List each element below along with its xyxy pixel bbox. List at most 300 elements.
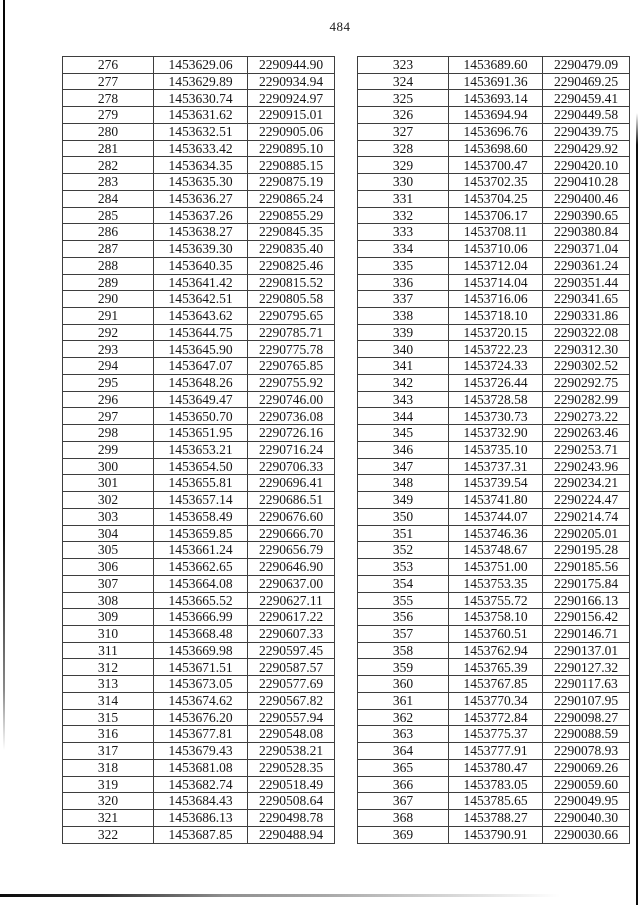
table-row bbox=[358, 224, 630, 241]
table-cell: 282 bbox=[63, 157, 154, 174]
table-cell: 1453679.43 bbox=[154, 743, 248, 760]
table-cell: 306 bbox=[63, 559, 154, 576]
table-cell: 2290646.90 bbox=[248, 559, 335, 576]
table-cell: 2290098.27 bbox=[543, 709, 630, 726]
table-cell: 1453638.27 bbox=[154, 224, 248, 241]
table-cell: 1453720.15 bbox=[449, 324, 543, 341]
table-cell: 326 bbox=[358, 107, 449, 124]
table-cell: 295 bbox=[63, 374, 154, 391]
table-cell: 1453772.84 bbox=[449, 709, 543, 726]
table-cell: 337 bbox=[358, 291, 449, 308]
table-cell: 2290302.52 bbox=[543, 358, 630, 375]
table-row bbox=[63, 692, 335, 709]
table-cell: 297 bbox=[63, 408, 154, 425]
table-cell: 2290195.28 bbox=[543, 542, 630, 559]
table-cell: 2290905.06 bbox=[248, 123, 335, 140]
table-cell: 1453639.30 bbox=[154, 241, 248, 258]
table-row bbox=[63, 408, 335, 425]
table-row bbox=[358, 642, 630, 659]
table-cell: 287 bbox=[63, 241, 154, 258]
table-cell: 368 bbox=[358, 810, 449, 827]
table-row bbox=[358, 743, 630, 760]
table-row bbox=[358, 391, 630, 408]
table-cell: 277 bbox=[63, 73, 154, 90]
table-cell: 1453694.94 bbox=[449, 107, 543, 124]
table-cell: 322 bbox=[63, 826, 154, 843]
table-cell: 1453702.35 bbox=[449, 174, 543, 191]
table-cell: 324 bbox=[358, 73, 449, 90]
table-row bbox=[63, 190, 335, 207]
table-cell: 2290410.28 bbox=[543, 174, 630, 191]
table-cell: 328 bbox=[358, 140, 449, 157]
table-cell: 2290488.94 bbox=[248, 826, 335, 843]
table-cell: 319 bbox=[63, 776, 154, 793]
table-cell: 1453770.34 bbox=[449, 692, 543, 709]
table-cell: 1453676.20 bbox=[154, 709, 248, 726]
table-cell: 1453642.51 bbox=[154, 291, 248, 308]
table-cell: 301 bbox=[63, 475, 154, 492]
table-row bbox=[358, 676, 630, 693]
table-row bbox=[358, 358, 630, 375]
table-cell: 1453665.52 bbox=[154, 592, 248, 609]
table-cell: 1453712.04 bbox=[449, 257, 543, 274]
table-cell: 2290469.25 bbox=[543, 73, 630, 90]
table-cell: 2290518.49 bbox=[248, 776, 335, 793]
table-cell: 283 bbox=[63, 174, 154, 191]
table-row bbox=[63, 793, 335, 810]
table-cell: 2290498.78 bbox=[248, 810, 335, 827]
table-row bbox=[358, 123, 630, 140]
table-cell: 2290156.42 bbox=[543, 609, 630, 626]
table-row bbox=[63, 241, 335, 258]
table-cell: 1453650.70 bbox=[154, 408, 248, 425]
table-cell: 1453654.50 bbox=[154, 458, 248, 475]
table-cell: 2290775.78 bbox=[248, 341, 335, 358]
table-row bbox=[63, 425, 335, 442]
table-cell: 340 bbox=[358, 341, 449, 358]
table-cell: 2290508.64 bbox=[248, 793, 335, 810]
table-row bbox=[63, 559, 335, 576]
table-cell: 2290795.65 bbox=[248, 308, 335, 325]
table-cell: 1453730.73 bbox=[449, 408, 543, 425]
table-cell: 321 bbox=[63, 810, 154, 827]
table-cell: 2290835.40 bbox=[248, 241, 335, 258]
table-row bbox=[358, 374, 630, 391]
table-cell: 1453728.58 bbox=[449, 391, 543, 408]
table-cell: 292 bbox=[63, 324, 154, 341]
table-row bbox=[358, 592, 630, 609]
table-cell: 357 bbox=[358, 625, 449, 642]
table-cell: 332 bbox=[358, 207, 449, 224]
coordinate-table-right-body bbox=[358, 57, 630, 844]
table-cell: 290 bbox=[63, 291, 154, 308]
table-cell: 344 bbox=[358, 408, 449, 425]
table-cell: 2290538.21 bbox=[248, 743, 335, 760]
table-row bbox=[63, 508, 335, 525]
table-cell: 365 bbox=[358, 759, 449, 776]
table-row bbox=[358, 525, 630, 542]
table-row bbox=[358, 475, 630, 492]
table-cell: 330 bbox=[358, 174, 449, 191]
table-cell: 343 bbox=[358, 391, 449, 408]
coordinate-table-left-body bbox=[63, 57, 335, 844]
table-row bbox=[358, 157, 630, 174]
table-cell: 2290078.93 bbox=[543, 743, 630, 760]
table-row bbox=[63, 625, 335, 642]
table-row bbox=[63, 174, 335, 191]
table-cell: 1453653.21 bbox=[154, 441, 248, 458]
table-row bbox=[358, 308, 630, 325]
table-row bbox=[63, 743, 335, 760]
table-cell: 1453765.39 bbox=[449, 659, 543, 676]
table-cell: 2290567.82 bbox=[248, 692, 335, 709]
table-row bbox=[358, 492, 630, 509]
table-cell: 2290107.95 bbox=[543, 692, 630, 709]
table-cell: 1453739.54 bbox=[449, 475, 543, 492]
table-cell: 312 bbox=[63, 659, 154, 676]
table-row bbox=[63, 140, 335, 157]
coordinate-table-right bbox=[357, 56, 630, 844]
table-row bbox=[358, 659, 630, 676]
table-cell: 2290617.22 bbox=[248, 609, 335, 626]
table-cell: 333 bbox=[358, 224, 449, 241]
table-cell: 1453648.26 bbox=[154, 374, 248, 391]
table-cell: 369 bbox=[358, 826, 449, 843]
table-row bbox=[63, 592, 335, 609]
table-cell: 1453649.47 bbox=[154, 391, 248, 408]
table-row bbox=[63, 123, 335, 140]
table-cell: 1453741.80 bbox=[449, 492, 543, 509]
table-cell: 309 bbox=[63, 609, 154, 626]
table-row bbox=[63, 374, 335, 391]
table-cell: 307 bbox=[63, 575, 154, 592]
table-cell: 1453753.35 bbox=[449, 575, 543, 592]
coordinate-table-left bbox=[62, 56, 335, 844]
table-cell: 2290420.10 bbox=[543, 157, 630, 174]
table-row bbox=[358, 441, 630, 458]
table-cell: 361 bbox=[358, 692, 449, 709]
table-cell: 1453748.67 bbox=[449, 542, 543, 559]
table-cell: 2290253.71 bbox=[543, 441, 630, 458]
table-cell: 2290137.01 bbox=[543, 642, 630, 659]
table-cell: 2290528.35 bbox=[248, 759, 335, 776]
table-cell: 1453644.75 bbox=[154, 324, 248, 341]
table-row bbox=[63, 207, 335, 224]
table-row bbox=[358, 826, 630, 843]
table-cell: 2290765.85 bbox=[248, 358, 335, 375]
table-cell: 2290273.22 bbox=[543, 408, 630, 425]
table-cell: 2290726.16 bbox=[248, 425, 335, 442]
table-row bbox=[358, 425, 630, 442]
table-cell: 1453767.85 bbox=[449, 676, 543, 693]
table-row bbox=[358, 207, 630, 224]
table-row bbox=[63, 659, 335, 676]
table-cell: 303 bbox=[63, 508, 154, 525]
table-row bbox=[358, 759, 630, 776]
table-cell: 1453737.31 bbox=[449, 458, 543, 475]
table-row bbox=[63, 73, 335, 90]
table-cell: 364 bbox=[358, 743, 449, 760]
table-cell: 2290429.92 bbox=[543, 140, 630, 157]
table-cell: 1453634.35 bbox=[154, 157, 248, 174]
scan-edge-right-line bbox=[636, 113, 638, 905]
table-row bbox=[358, 190, 630, 207]
table-cell: 1453659.85 bbox=[154, 525, 248, 542]
table-cell: 2290865.24 bbox=[248, 190, 335, 207]
table-cell: 1453700.47 bbox=[449, 157, 543, 174]
table-row bbox=[63, 308, 335, 325]
table-cell: 2290282.99 bbox=[543, 391, 630, 408]
table-cell: 362 bbox=[358, 709, 449, 726]
table-cell: 286 bbox=[63, 224, 154, 241]
table-row bbox=[358, 274, 630, 291]
table-row bbox=[358, 174, 630, 191]
table-cell: 2290785.71 bbox=[248, 324, 335, 341]
table-cell: 334 bbox=[358, 241, 449, 258]
table-cell: 1453684.43 bbox=[154, 793, 248, 810]
table-row bbox=[63, 676, 335, 693]
table-cell: 1453636.27 bbox=[154, 190, 248, 207]
table-cell: 314 bbox=[63, 692, 154, 709]
table-cell: 293 bbox=[63, 341, 154, 358]
table-cell: 1453718.10 bbox=[449, 308, 543, 325]
table-cell: 348 bbox=[358, 475, 449, 492]
table-cell: 1453668.48 bbox=[154, 625, 248, 642]
table-cell: 2290746.00 bbox=[248, 391, 335, 408]
table-cell: 1453640.35 bbox=[154, 257, 248, 274]
table-cell: 310 bbox=[63, 625, 154, 642]
table-row bbox=[358, 810, 630, 827]
table-cell: 2290696.41 bbox=[248, 475, 335, 492]
table-cell: 1453657.14 bbox=[154, 492, 248, 509]
table-cell: 2290185.56 bbox=[543, 559, 630, 576]
table-cell: 2290656.79 bbox=[248, 542, 335, 559]
table-cell: 280 bbox=[63, 123, 154, 140]
table-cell: 318 bbox=[63, 759, 154, 776]
table-row bbox=[63, 224, 335, 241]
table-cell: 350 bbox=[358, 508, 449, 525]
table-cell: 356 bbox=[358, 609, 449, 626]
table-cell: 366 bbox=[358, 776, 449, 793]
table-cell: 1453751.00 bbox=[449, 559, 543, 576]
table-cell: 1453630.74 bbox=[154, 90, 248, 107]
table-cell: 2290439.75 bbox=[543, 123, 630, 140]
table-row bbox=[63, 776, 335, 793]
table-cell: 2290127.32 bbox=[543, 659, 630, 676]
table-cell: 2290059.60 bbox=[543, 776, 630, 793]
table-cell: 2290845.35 bbox=[248, 224, 335, 241]
table-cell: 355 bbox=[358, 592, 449, 609]
table-cell: 279 bbox=[63, 107, 154, 124]
table-cell: 327 bbox=[358, 123, 449, 140]
table-cell: 2290224.47 bbox=[543, 492, 630, 509]
table-cell: 1453706.17 bbox=[449, 207, 543, 224]
table-row bbox=[63, 90, 335, 107]
table-row bbox=[358, 692, 630, 709]
table-row bbox=[358, 257, 630, 274]
table-cell: 1453760.51 bbox=[449, 625, 543, 642]
table-cell: 1453641.42 bbox=[154, 274, 248, 291]
table-cell: 1453645.90 bbox=[154, 341, 248, 358]
table-cell: 347 bbox=[358, 458, 449, 475]
table-row bbox=[358, 408, 630, 425]
table-row bbox=[358, 241, 630, 258]
table-cell: 289 bbox=[63, 274, 154, 291]
table-cell: 2290341.65 bbox=[543, 291, 630, 308]
table-cell: 2290676.60 bbox=[248, 508, 335, 525]
scan-edge-left-line bbox=[3, 0, 5, 750]
table-cell: 298 bbox=[63, 425, 154, 442]
table-cell: 299 bbox=[63, 441, 154, 458]
table-row bbox=[63, 107, 335, 124]
table-cell: 2290117.63 bbox=[543, 676, 630, 693]
table-cell: 1453732.90 bbox=[449, 425, 543, 442]
table-row bbox=[63, 57, 335, 74]
table-cell: 2290371.04 bbox=[543, 241, 630, 258]
table-row bbox=[63, 458, 335, 475]
table-cell: 2290666.70 bbox=[248, 525, 335, 542]
table-cell: 339 bbox=[358, 324, 449, 341]
table-cell: 2290234.21 bbox=[543, 475, 630, 492]
table-cell: 1453758.10 bbox=[449, 609, 543, 626]
table-cell: 338 bbox=[358, 308, 449, 325]
table-cell: 1453631.62 bbox=[154, 107, 248, 124]
table-cell: 2290627.11 bbox=[248, 592, 335, 609]
table-cell: 363 bbox=[358, 726, 449, 743]
table-cell: 278 bbox=[63, 90, 154, 107]
table-cell: 1453651.95 bbox=[154, 425, 248, 442]
table-cell: 1453655.81 bbox=[154, 475, 248, 492]
table-row bbox=[63, 257, 335, 274]
table-cell: 1453704.25 bbox=[449, 190, 543, 207]
table-cell: 2290214.74 bbox=[543, 508, 630, 525]
table-cell: 1453785.65 bbox=[449, 793, 543, 810]
table-row bbox=[358, 57, 630, 74]
table-cell: 2290390.65 bbox=[543, 207, 630, 224]
table-cell: 1453790.91 bbox=[449, 826, 543, 843]
table-row bbox=[358, 73, 630, 90]
table-cell: 1453666.99 bbox=[154, 609, 248, 626]
table-cell: 335 bbox=[358, 257, 449, 274]
table-cell: 1453777.91 bbox=[449, 743, 543, 760]
table-cell: 1453780.47 bbox=[449, 759, 543, 776]
table-cell: 331 bbox=[358, 190, 449, 207]
table-cell: 276 bbox=[63, 57, 154, 74]
table-cell: 358 bbox=[358, 642, 449, 659]
table-row bbox=[358, 793, 630, 810]
table-cell: 1453696.76 bbox=[449, 123, 543, 140]
table-cell: 2290351.44 bbox=[543, 274, 630, 291]
table-cell: 2290637.00 bbox=[248, 575, 335, 592]
table-cell: 1453674.62 bbox=[154, 692, 248, 709]
table-row bbox=[63, 525, 335, 542]
table-row bbox=[358, 575, 630, 592]
table-cell: 1453698.60 bbox=[449, 140, 543, 157]
table-cell: 345 bbox=[358, 425, 449, 442]
table-cell: 1453662.65 bbox=[154, 559, 248, 576]
table-cell: 1453632.51 bbox=[154, 123, 248, 140]
table-row bbox=[358, 726, 630, 743]
table-cell: 1453762.94 bbox=[449, 642, 543, 659]
table-row bbox=[63, 810, 335, 827]
table-cell: 2290716.24 bbox=[248, 441, 335, 458]
table-row bbox=[63, 642, 335, 659]
table-row bbox=[63, 492, 335, 509]
table-cell: 313 bbox=[63, 676, 154, 693]
table-cell: 2290292.75 bbox=[543, 374, 630, 391]
table-cell: 1453664.08 bbox=[154, 575, 248, 592]
table-cell: 2290479.09 bbox=[543, 57, 630, 74]
table-cell: 1453687.85 bbox=[154, 826, 248, 843]
table-cell: 296 bbox=[63, 391, 154, 408]
table-cell: 2290686.51 bbox=[248, 492, 335, 509]
table-cell: 294 bbox=[63, 358, 154, 375]
table-row bbox=[358, 90, 630, 107]
table-cell: 1453746.36 bbox=[449, 525, 543, 542]
table-cell: 2290331.86 bbox=[543, 308, 630, 325]
table-cell: 1453658.49 bbox=[154, 508, 248, 525]
table-cell: 359 bbox=[358, 659, 449, 676]
table-row bbox=[358, 324, 630, 341]
table-cell: 2290322.08 bbox=[543, 324, 630, 341]
table-cell: 323 bbox=[358, 57, 449, 74]
table-cell: 1453671.51 bbox=[154, 659, 248, 676]
table-cell: 304 bbox=[63, 525, 154, 542]
table-row bbox=[358, 542, 630, 559]
table-cell: 2290577.69 bbox=[248, 676, 335, 693]
table-cell: 1453643.62 bbox=[154, 308, 248, 325]
table-cell: 352 bbox=[358, 542, 449, 559]
table-cell: 284 bbox=[63, 190, 154, 207]
table-cell: 336 bbox=[358, 274, 449, 291]
table-cell: 2290049.95 bbox=[543, 793, 630, 810]
table-cell: 2290875.19 bbox=[248, 174, 335, 191]
table-cell: 2290312.30 bbox=[543, 341, 630, 358]
table-cell: 341 bbox=[358, 358, 449, 375]
table-cell: 353 bbox=[358, 559, 449, 576]
table-cell: 308 bbox=[63, 592, 154, 609]
table-cell: 1453673.05 bbox=[154, 676, 248, 693]
table-cell: 2290924.97 bbox=[248, 90, 335, 107]
table-cell: 351 bbox=[358, 525, 449, 542]
table-cell: 1453708.11 bbox=[449, 224, 543, 241]
table-cell: 2290146.71 bbox=[543, 625, 630, 642]
table-cell: 1453726.44 bbox=[449, 374, 543, 391]
table-cell: 2290459.41 bbox=[543, 90, 630, 107]
table-cell: 311 bbox=[63, 642, 154, 659]
table-cell: 2290736.08 bbox=[248, 408, 335, 425]
table-cell: 2290587.57 bbox=[248, 659, 335, 676]
table-row bbox=[358, 458, 630, 475]
table-cell: 1453783.05 bbox=[449, 776, 543, 793]
table-cell: 281 bbox=[63, 140, 154, 157]
table-cell: 2290243.96 bbox=[543, 458, 630, 475]
table-row bbox=[63, 609, 335, 626]
table-cell: 1453691.36 bbox=[449, 73, 543, 90]
table-cell: 346 bbox=[358, 441, 449, 458]
table-cell: 325 bbox=[358, 90, 449, 107]
table-cell: 1453714.04 bbox=[449, 274, 543, 291]
page-number: 484 bbox=[329, 19, 351, 34]
table-cell: 2290597.45 bbox=[248, 642, 335, 659]
table-cell: 1453755.72 bbox=[449, 592, 543, 609]
table-cell: 2290706.33 bbox=[248, 458, 335, 475]
table-row bbox=[63, 341, 335, 358]
table-row bbox=[358, 609, 630, 626]
table-cell: 1453629.89 bbox=[154, 73, 248, 90]
table-cell: 342 bbox=[358, 374, 449, 391]
table-cell: 2290175.84 bbox=[543, 575, 630, 592]
